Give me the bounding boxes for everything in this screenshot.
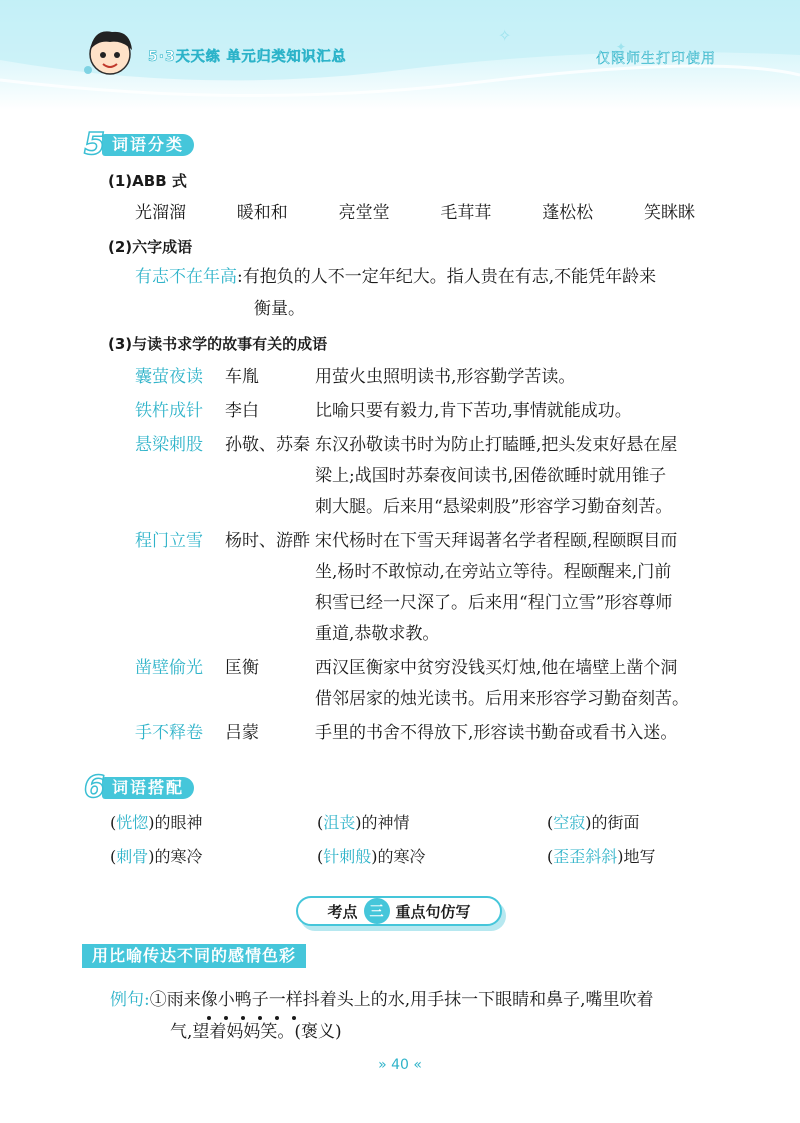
section-6-heading [84,770,194,805]
idiom-explanation: 东汉孙敬读书时为防止打瞌睡,把头发束好悬在屋 梁上;战国时苏秦夜间读书,困倦欲睡时就用锥子 刺大腿。后来用“悬梁刺股”形容学习勤奋刻苦。 [315,435,678,517]
idiom-term: 悬梁刺股 [135,435,203,455]
collocation-answer: 歪歪斜斜 [553,847,618,866]
emphasized-char: 样 [286,984,303,1016]
idiom-row [135,362,725,393]
six-char-definition-text: :有抱负的人不一定年纪大。指人贵在有志,不能凭年龄来 [237,267,657,287]
star-icon: ✧ [498,26,512,45]
emphasized-char: 鸭 [235,984,252,1016]
collocation-item: (刺骨)的寒冷 [110,847,203,866]
idiom-term: 囊萤夜读 [135,367,203,387]
idiom-term: 凿壁偷光 [135,658,203,678]
collocation-answer: 恍惚 [116,813,149,832]
abb-word-list [135,198,695,223]
collocation-item: (歪歪斜斜)地写 [547,847,656,866]
abb-word: 毛茸茸 [440,203,492,223]
idiom-row [135,653,725,715]
collocation-item: (恍惚)的眼神 [110,813,203,832]
emphasized-phrase [201,990,303,1010]
emphasized-char: 一 [269,984,286,1016]
subheading-study-idioms: (3)与读书求学的故事有关的成语 [108,335,328,353]
example-sentence-cont: 气,望着妈妈笑。(褒义) [170,1022,342,1042]
example-index: ① [149,990,167,1010]
collocation-answer: 刺骨 [116,847,149,866]
emphasized-char: 小 [218,984,235,1016]
topic-banner: 用比喻传达不同的感情色彩 [82,944,306,968]
idiom-row [135,526,725,650]
header-series-title: 5·3天天练 单元归类知识汇总 [148,49,347,65]
collocation-item: (空寂)的街面 [547,813,640,832]
key-point-pill [296,896,502,926]
idiom-term: 铁杵成针 [135,401,203,421]
section-title: 词语搭配 [102,777,194,799]
key-point-number: 三 [364,898,390,924]
idiom-explanation: 用萤火虫照明读书,形容勤学苦读。 [315,367,576,387]
six-char-definition [135,262,656,292]
section-title: 词语分类 [102,134,194,156]
idiom-person: 车胤 [225,367,259,387]
idiom-person: 匡衡 [225,658,259,678]
section-number: 6 [84,770,105,805]
idiom-row [135,718,725,749]
abb-word: 光溜溜 [135,203,186,223]
collocation-item: (针刺般)的寒冷 [317,847,426,866]
idiom-explanation: 西汉匡衡家中贫穷没钱买灯烛,他在墙壁上凿个洞 借邻居家的烛光读书。后用来形容学习勤奋刻苦。 [315,658,689,709]
abb-word: 暖和和 [236,203,288,223]
collocation-answer: 沮丧 [323,813,356,832]
idiom-person: 孙敬、苏秦 [225,435,310,455]
header-usage-note: 仅限师生打印使用 [596,51,716,67]
collocation-answer: 空寂 [553,813,586,832]
subheading-abb: (1)ABB 式 [108,172,187,190]
idiom-row [135,430,725,523]
subheading-six-char: (2)六字成语 [108,238,193,256]
star-icon: ✦ [616,40,627,54]
idiom-term: 手不释卷 [135,723,203,743]
key-point-title: 重点句仿写 [395,902,471,921]
idiom-person: 吕蒙 [225,723,259,743]
key-point-label: 考点 [327,902,358,921]
page-number: » 40 « [378,1057,422,1073]
example-sentence: 例句:①雨来像小鸭子一样抖着头上的水,用手抹一下眼睛和鼻子,嘴里吹着 气,望着妈妈笑。(褒义) [110,984,730,1048]
emphasized-char: 子 [252,984,269,1016]
mascot-boy-icon [78,22,142,82]
section-5-heading [84,127,194,162]
idiom-row [135,396,725,427]
idiom-person: 杨时、游酢 [225,531,310,551]
idiom-explanation: 手里的书舍不得放下,形容读书勤奋或看书入迷。 [315,723,678,743]
idiom-explanation: 比喻只要有毅力,肯下苦功,事情就能成功。 [315,401,632,421]
abb-word: 亮堂堂 [338,203,390,223]
collocation-answer: 针刺般 [323,847,372,866]
emphasized-char: 像 [201,984,218,1016]
example-label: 例句: [110,990,150,1010]
study-idiom-table [135,362,725,752]
idiom-person: 李白 [225,401,259,421]
six-char-definition-cont: 衡量。 [254,299,305,319]
idiom-term: 程门立雪 [135,531,203,551]
abb-word: 蓬松松 [542,203,594,223]
abb-word: 笑眯眯 [643,203,695,223]
section-number: 5 [84,127,105,162]
six-char-idiom: 有志不在年高 [135,267,237,287]
idiom-explanation: 宋代杨时在下雪天拜谒著名学者程颐,程颐瞑目而 坐,杨时不敢惊动,在旁站立等待。程颐醒来,门前 积雪已经一尺深了。后来用“程门立雪”形容尊师 重道,恭敬求教。 [315,531,678,644]
collocation-item: (沮丧)的神情 [317,813,410,832]
